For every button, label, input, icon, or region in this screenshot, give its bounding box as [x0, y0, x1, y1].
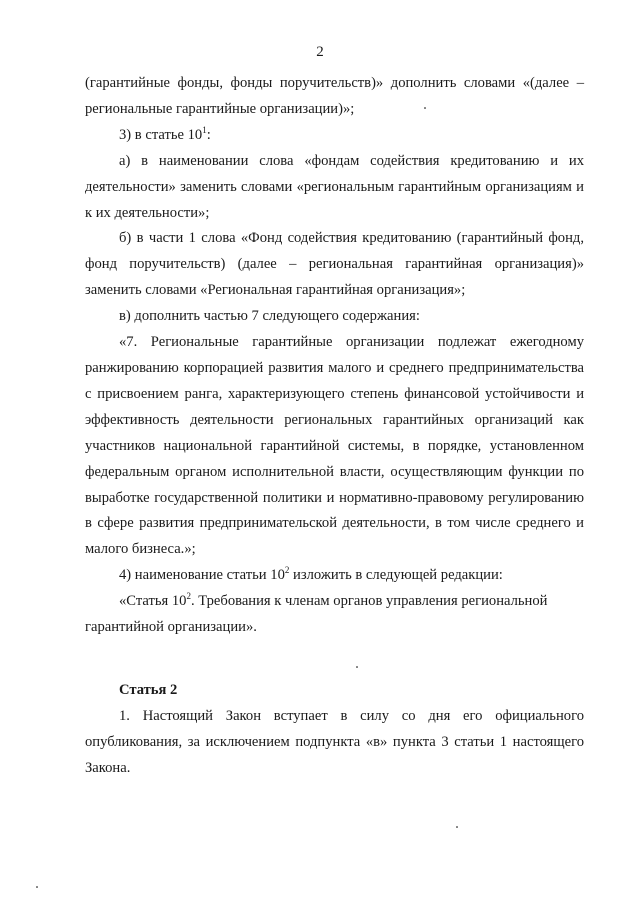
scan-speck — [36, 886, 38, 888]
item-3-tail: : — [206, 126, 211, 143]
article-2-text: 1. Настоящий Закон вступает в силу со дня его официального опубликования, за исключением подпункта «в» пункта 3 статьи 1 настоящего Закона. — [85, 707, 584, 776]
subitem-a: а) в наименовании слова «фондам содействия кредитованию и их деятельности» заменить словами «региональным гарантийным организациям и к их деятельности»; — [85, 152, 584, 221]
section-gap — [85, 641, 584, 678]
article-2-heading: Статья 2 — [119, 681, 178, 698]
page-number: 2 — [316, 44, 324, 60]
quote-superscript: 2 — [186, 591, 191, 602]
item-3-superscript: 1 — [202, 124, 207, 135]
quote-text: «Статья 10 — [119, 593, 187, 610]
item-4-text: 4) наименование статьи 10 — [119, 567, 285, 584]
document-body — [85, 71, 584, 782]
subitem-v: в) дополнить частью 7 следующего содержания: — [119, 308, 420, 325]
item-4-tail: изложить в следующей редакции: — [289, 567, 503, 584]
part-7-text: «7. Региональные гарантийные организации подлежат ежегодному ранжированию корпорацией развития малого и среднего предпринимательства с присвоением ранга, характеризующего степень финансовой устойчивости и эффективность деятельности региональных гарантийных организаций как участников национальной гарантийной системы, в порядке, установленном федеральным органом исполнительной власти, осуществляющим функции по выработке государственной политики и нормативно-правовому регулированию в сфере развития предпринимательской деятельности, в том числе среднего и малого бизнеса.»; — [85, 334, 584, 558]
scan-speck — [456, 826, 458, 828]
item-4 — [85, 563, 584, 589]
article-title-quote — [85, 589, 584, 615]
subitem-b: б) в части 1 слова «Фонд содействия кредитованию (гарантийный фонд, фонд поручительств) (далее – региональная гарантийная организация)» заменить словами «Региональная гарантийная организация»; — [85, 230, 584, 299]
paragraph-continuation: (гарантийные фонды, фонды поручительств)» дополнить словами «(далее – региональные гарантийные организации)»; — [85, 75, 584, 117]
scan-speck — [424, 107, 426, 109]
item-3 — [85, 123, 584, 149]
item-4-superscript: 2 — [284, 565, 290, 576]
scan-speck — [356, 666, 358, 668]
article-title-quote-end: гарантийной организации». — [85, 619, 257, 636]
item-3-text: 3) в статье 10 — [119, 126, 203, 143]
quote-tail: . Требования к членам органов управления региональной — [190, 593, 548, 610]
